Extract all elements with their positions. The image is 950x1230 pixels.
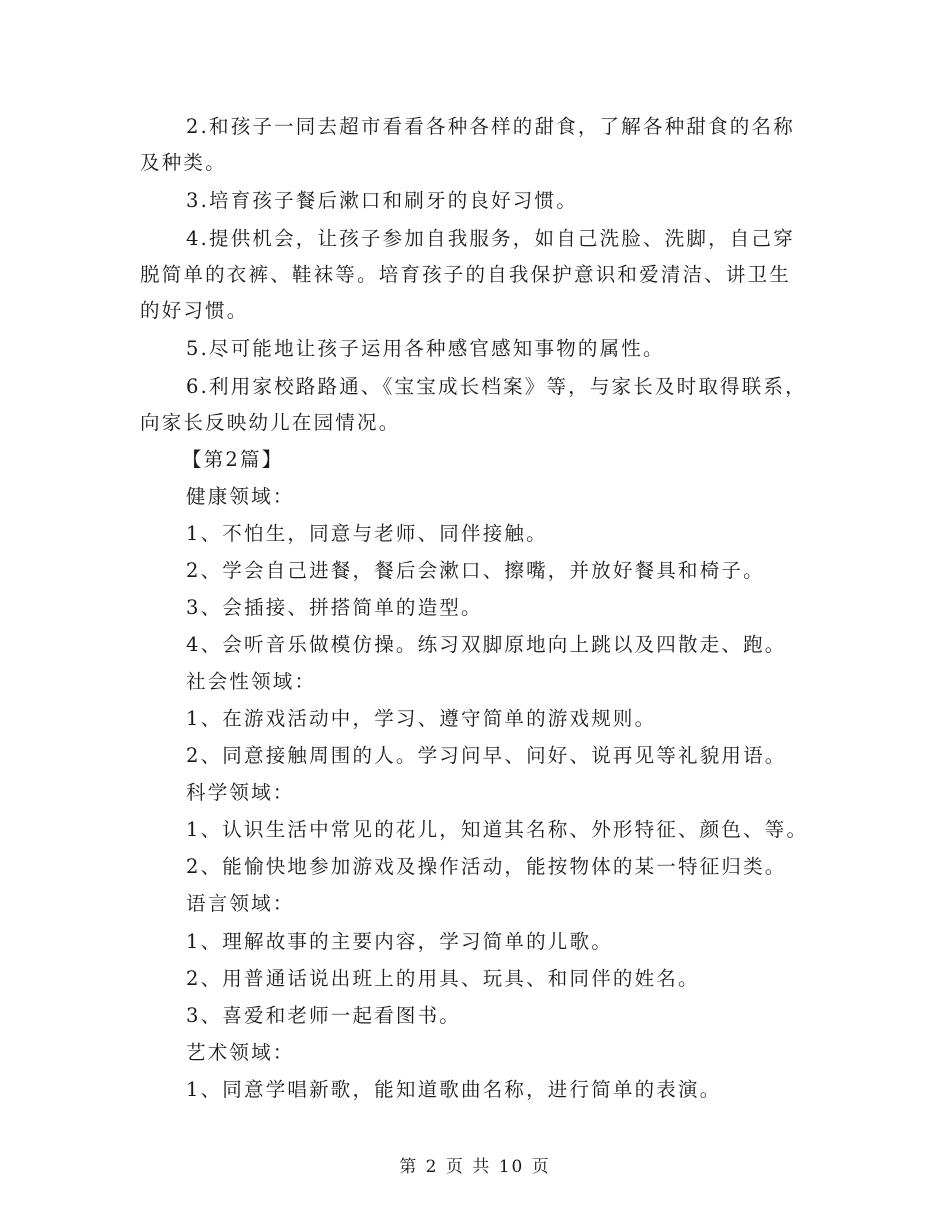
- list-item: 2、同意接触周围的人。学习问早、问好、说再见等礼貌用语。: [186, 744, 787, 767]
- list-item: 2、能愉快地参加游戏及操作活动，能按物体的某一特征归类。: [186, 855, 787, 878]
- paragraph-line: 向家长反映幼儿在园情况。: [140, 411, 401, 434]
- paragraph-line: 3.培育孩子餐后漱口和刷牙的良好习惯。: [186, 189, 578, 212]
- list-item: 1、不怕生，同意与老师、同伴接触。: [186, 522, 548, 545]
- list-item: 3、会插接、拼搭简单的造型。: [186, 596, 483, 619]
- paragraph-line: 及种类。: [140, 151, 227, 174]
- list-item: 2、用普通话说出班上的用具、玩具、和同伴的姓名。: [186, 967, 700, 990]
- list-item: 3、喜爱和老师一起看图书。: [186, 1004, 462, 1027]
- paragraph-line: 脱简单的衣裤、鞋袜等。培育孩子的自我保护意识和爱清洁、讲卫生: [140, 263, 792, 286]
- list-item: 1、理解故事的主要内容，学习简单的儿歌。: [186, 930, 613, 953]
- domain-heading: 科学领域：: [186, 781, 295, 804]
- list-item: 4、会听音乐做模仿操。练习双脚原地向上跳以及四散走、跑。: [186, 633, 787, 656]
- paragraph-line: 6.利用家校路路通、《宝宝成长档案》等，与家长及时取得联系，: [186, 375, 807, 398]
- paragraph-line: 5.尽可能地让孩子运用各种感官感知事物的属性。: [186, 337, 665, 360]
- list-item: 1、在游戏活动中，学习、遵守简单的游戏规则。: [186, 707, 657, 730]
- list-item: 1、认识生活中常见的花儿，知道其名称、外形特征、颜色、等。: [186, 818, 809, 841]
- paragraph-line: 2.和孩子一同去超市看看各种各样的甜食，了解各种甜食的名称: [186, 115, 795, 138]
- domain-heading: 艺术领域：: [186, 1041, 295, 1064]
- domain-heading: 社会性领域：: [186, 670, 317, 693]
- list-item: 1、同意学唱新歌，能知道歌曲名称，进行简单的表演。: [186, 1078, 722, 1101]
- domain-heading: 语言领域：: [186, 892, 295, 915]
- domain-heading: 健康领域：: [186, 485, 295, 508]
- section-heading: 【第2篇】: [182, 448, 284, 471]
- paragraph-line: 4.提供机会，让孩子参加自我服务，如自己洗脸、洗脚，自己穿: [186, 227, 795, 250]
- paragraph-line: 的好习惯。: [140, 299, 249, 322]
- page-footer: 第 2 页 共 10 页: [399, 1157, 551, 1177]
- list-item: 2、学会自己进餐，餐后会漱口、擦嘴，并放好餐具和椅子。: [186, 559, 765, 582]
